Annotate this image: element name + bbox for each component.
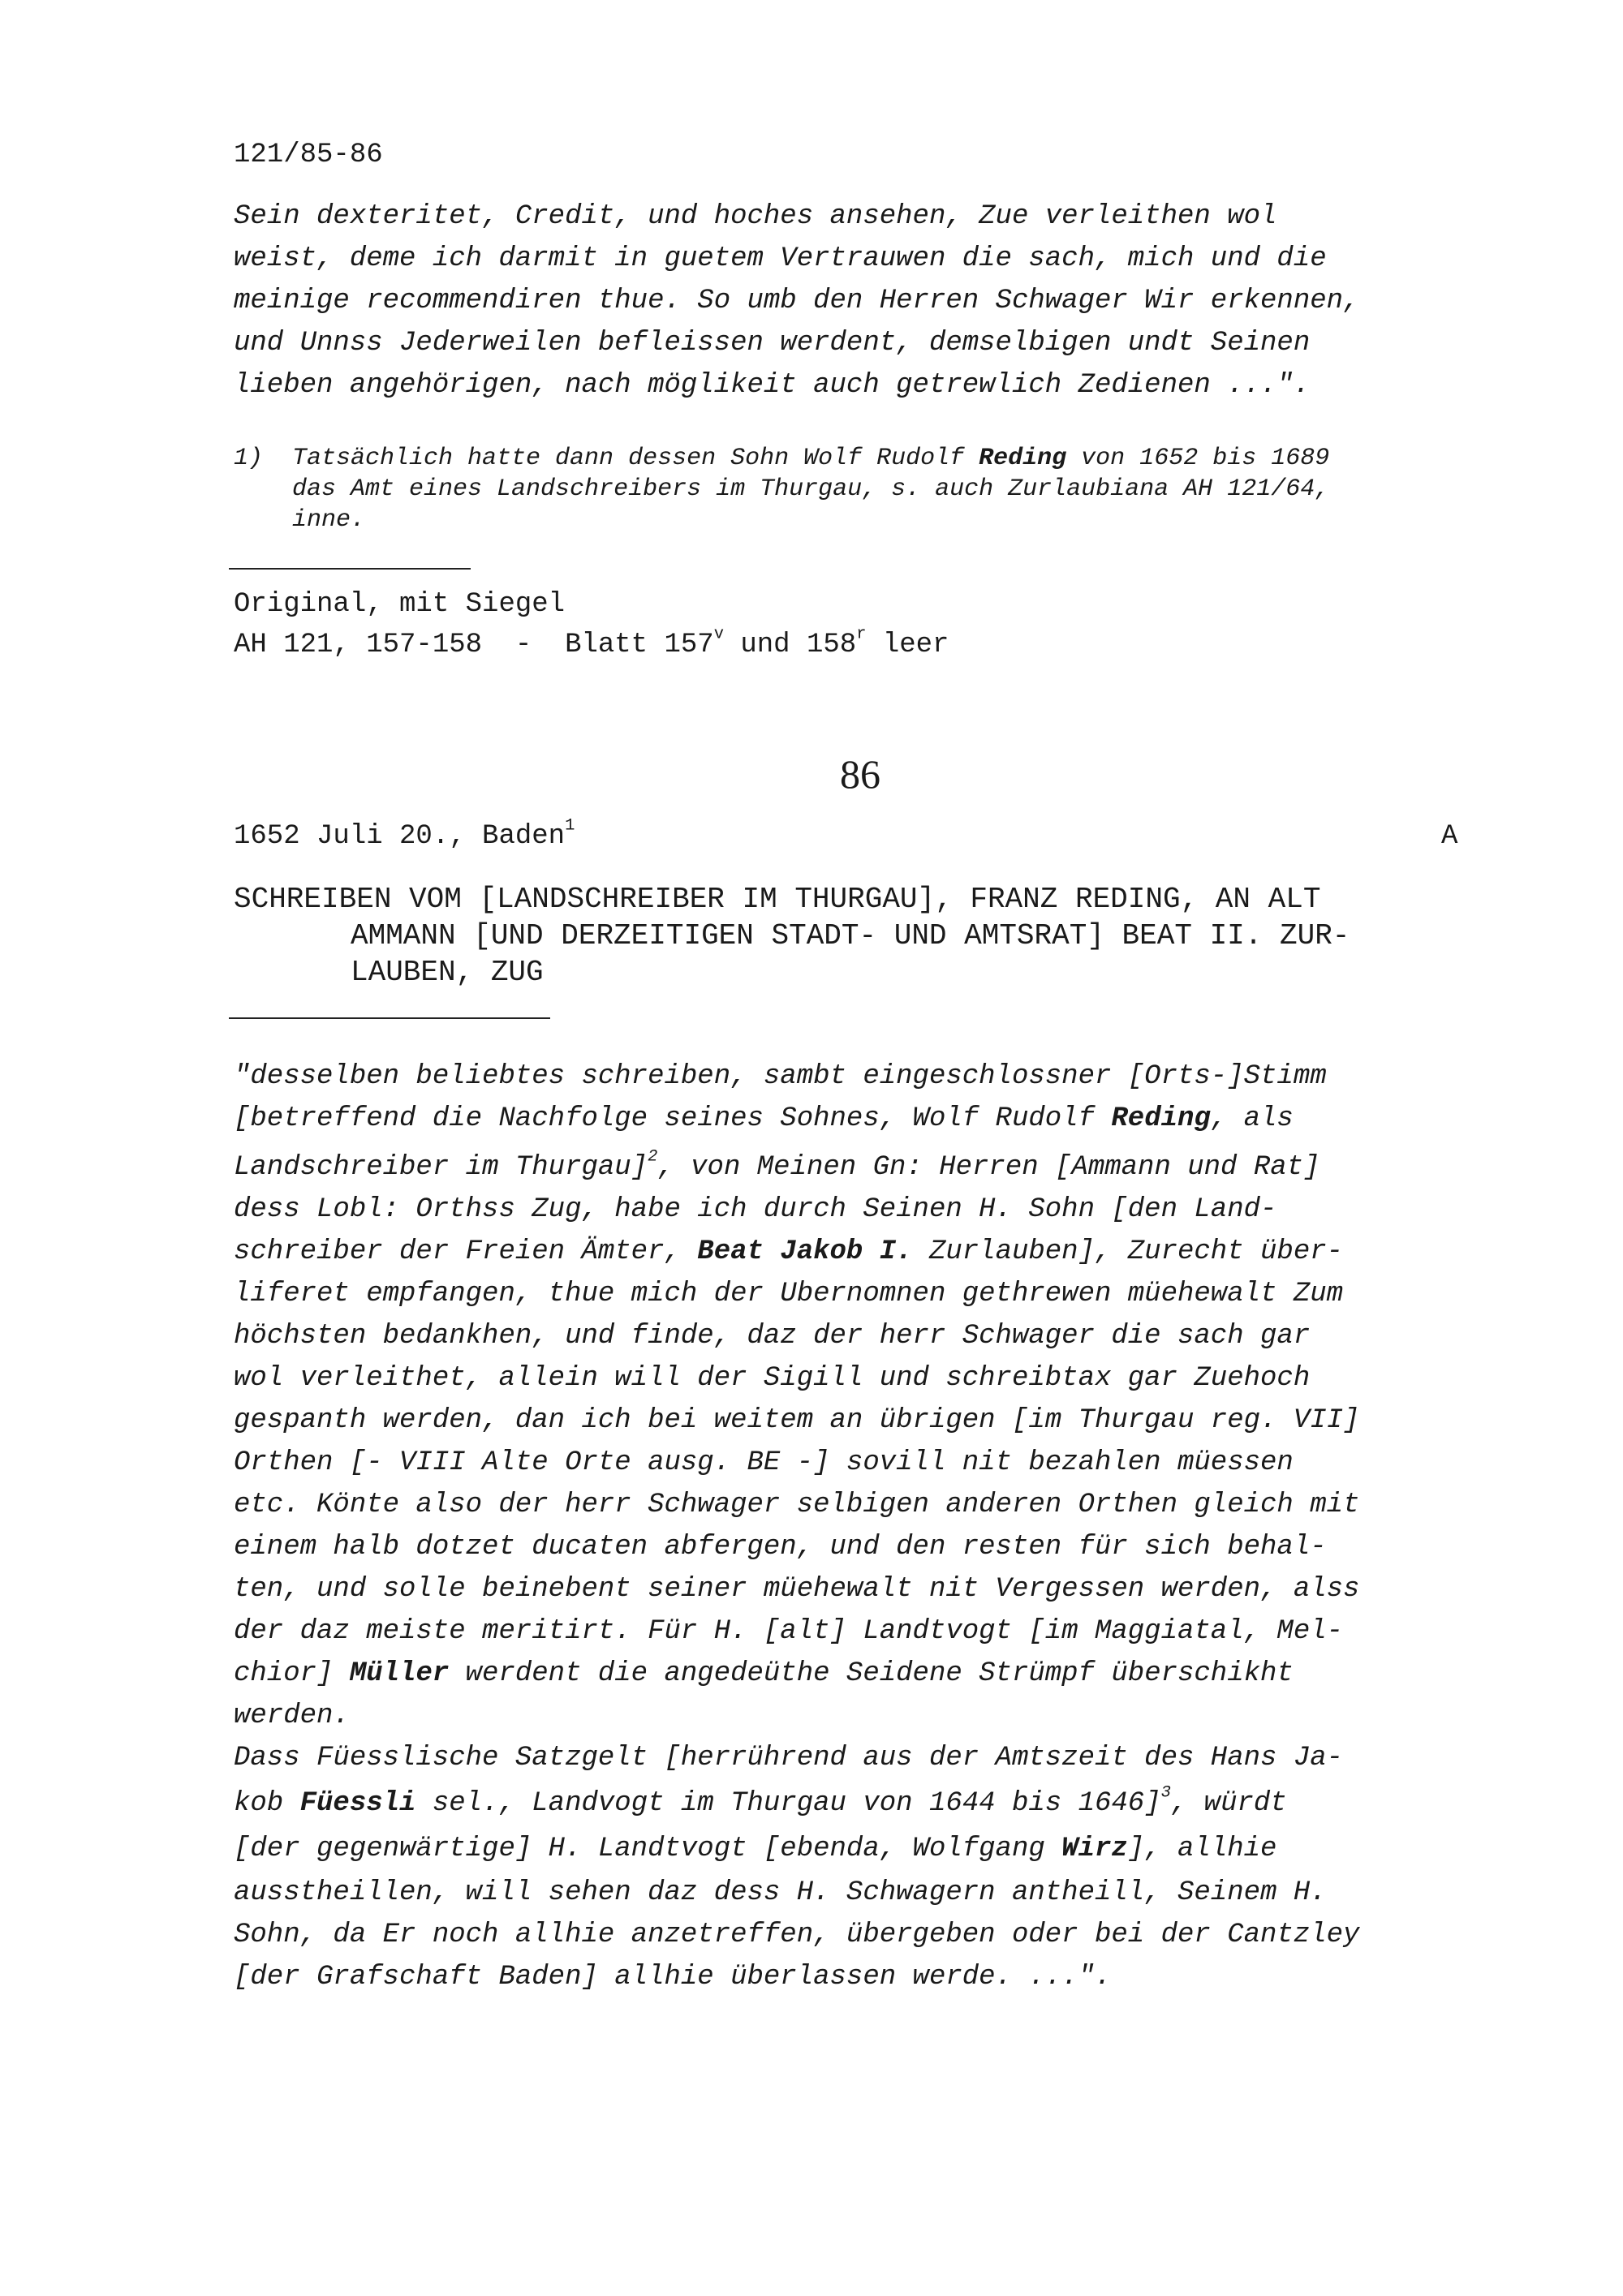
quote-line: lieben angehörigen, nach möglikeit auch getrewlich Zedienen ...". <box>234 370 1311 401</box>
body-line: gespanth werden, dan ich bei weitem an übrigen [im Thurgau reg. VII] <box>234 1405 1360 1436</box>
body-line: [betreffend die Nachfolge seines Sohnes, Wolf Rudolf Reding, als <box>234 1103 1294 1134</box>
body-line: dess Lobl: Orthss Zug, habe ich durch Seinen H. Sohn [den Land- <box>234 1194 1277 1225</box>
body-line: Orthen [- VIII Alte Orte ausg. BE -] sovill nit bezahlen müessen <box>234 1447 1294 1478</box>
footnote-ref: 3 <box>1160 1783 1171 1803</box>
body-line: kob Füessli sel., Landvogt im Thurgau von 1644 bis 1646]$^3$, würdt <box>234 1783 1287 1819</box>
body-line: [der gegenwärtige] H. Landtvogt [ebenda, Wolfgang Wirz], allhie <box>234 1834 1277 1864</box>
footnote-ref: 2 <box>648 1147 658 1167</box>
person-name: Beat Jakob I. <box>697 1236 913 1267</box>
footnote-line: Tatsächlich hatte dann dessen Sohn Wolf Rudolf Reding von 1652 bis 1689 <box>292 445 1330 472</box>
source-original: Original, mit Siegel <box>234 589 566 620</box>
body-line: Landschreiber im Thurgau]$^2$, von Meinen Gn: Herren [Ammann und Rat] <box>234 1147 1320 1183</box>
heading-line: SCHREIBEN VOM [LANDSCHREIBER IM THURGAU], FRANZ REDING, AN ALT <box>234 883 1321 916</box>
person-name: Füessli <box>299 1788 416 1819</box>
body-line: Dass Füesslische Satzgelt [herrührend aus der Amtszeit des Hans Ja- <box>234 1743 1344 1774</box>
quote-line: und Unnss Jederweilen befleissen werdent, demselbigen undt Seinen <box>234 328 1311 359</box>
date-place: 1652 Juli 20., Baden$^1$ <box>234 816 575 852</box>
body-line: wol verleithet, allein will der Sigill und schreibtax gar Zuehoch <box>234 1363 1311 1394</box>
heading-line: AMMANN [UND DERZEITIGEN STADT- UND AMTSRAT] BEAT II. ZUR- <box>351 919 1350 952</box>
body-line: "desselben beliebtes schreiben, sambt eingeschlossner [Orts-]Stimm <box>234 1061 1327 1092</box>
body-line: der daz meiste meritirt. Für H. [alt] Landtvogt [im Maggiatal, Mel- <box>234 1616 1344 1647</box>
body-line: ausstheillen, will sehen daz dess H. Schwagern antheill, Seinem H. <box>234 1877 1327 1908</box>
body-line: [der Grafschaft Baden] allhie überlassen werde. ...". <box>234 1962 1112 1993</box>
body-line: liferet empfangen, thue mich der Ubernomnen gethrewen müehewalt Zum <box>234 1279 1344 1309</box>
page-reference: 121/85-86 <box>234 140 383 170</box>
body-line: Sohn, da Er noch allhie anzetreffen, übergeben oder bei der Cantzley <box>234 1920 1360 1950</box>
separator-rule <box>229 1017 550 1019</box>
footnote-line: inne. <box>292 506 366 534</box>
body-line: einem halb dotzet ducaten abfergen, und den resten für sich behal- <box>234 1532 1327 1563</box>
quote-line: Sein dexteritet, Credit, und hoches ansehen, Zue verleithen wol <box>234 201 1277 232</box>
body-line: etc. Könte also der herr Schwager selbigen anderen Orthen gleich mit <box>234 1490 1360 1520</box>
body-line: werden. <box>234 1701 350 1731</box>
source-archive: AH 121, 157-158 - Blatt 157$^v$ und 158$^r$ leer <box>234 625 949 660</box>
footnote-line: das Amt eines Landschreibers im Thurgau, s. auch Zurlaubiana AH 121/64, <box>292 475 1330 503</box>
person-name: Wirz <box>1061 1834 1128 1864</box>
person-name: Reding <box>1111 1103 1211 1134</box>
heading-line: LAUBEN, ZUG <box>351 956 544 989</box>
quote-line: weist, deme ich darmit in guetem Vertrauwen die sach, mich und die <box>234 243 1327 274</box>
person-name: Reding <box>979 445 1067 472</box>
separator-rule <box>229 568 471 570</box>
document-number: 86 <box>840 751 880 797</box>
body-line: chior] Müller werdent die angedeüthe Seidene Strümpf überschikht <box>234 1658 1294 1689</box>
person-name: Müller <box>349 1658 450 1689</box>
footnote-marker: 1) <box>234 445 264 472</box>
letter-code: A <box>1441 821 1458 852</box>
body-line: schreiber der Freien Ämter, Beat Jakob I. Zurlauben], Zurecht über- <box>234 1236 1344 1267</box>
quote-line: meinige recommendiren thue. So umb den Herren Schwager Wir erkennen, <box>234 286 1360 316</box>
body-line: ten, und solle beinebent seiner müehewalt nit Vergessen werden, alss <box>234 1574 1360 1605</box>
body-line: höchsten bedankhen, und finde, daz der herr Schwager die sach gar <box>234 1321 1311 1352</box>
